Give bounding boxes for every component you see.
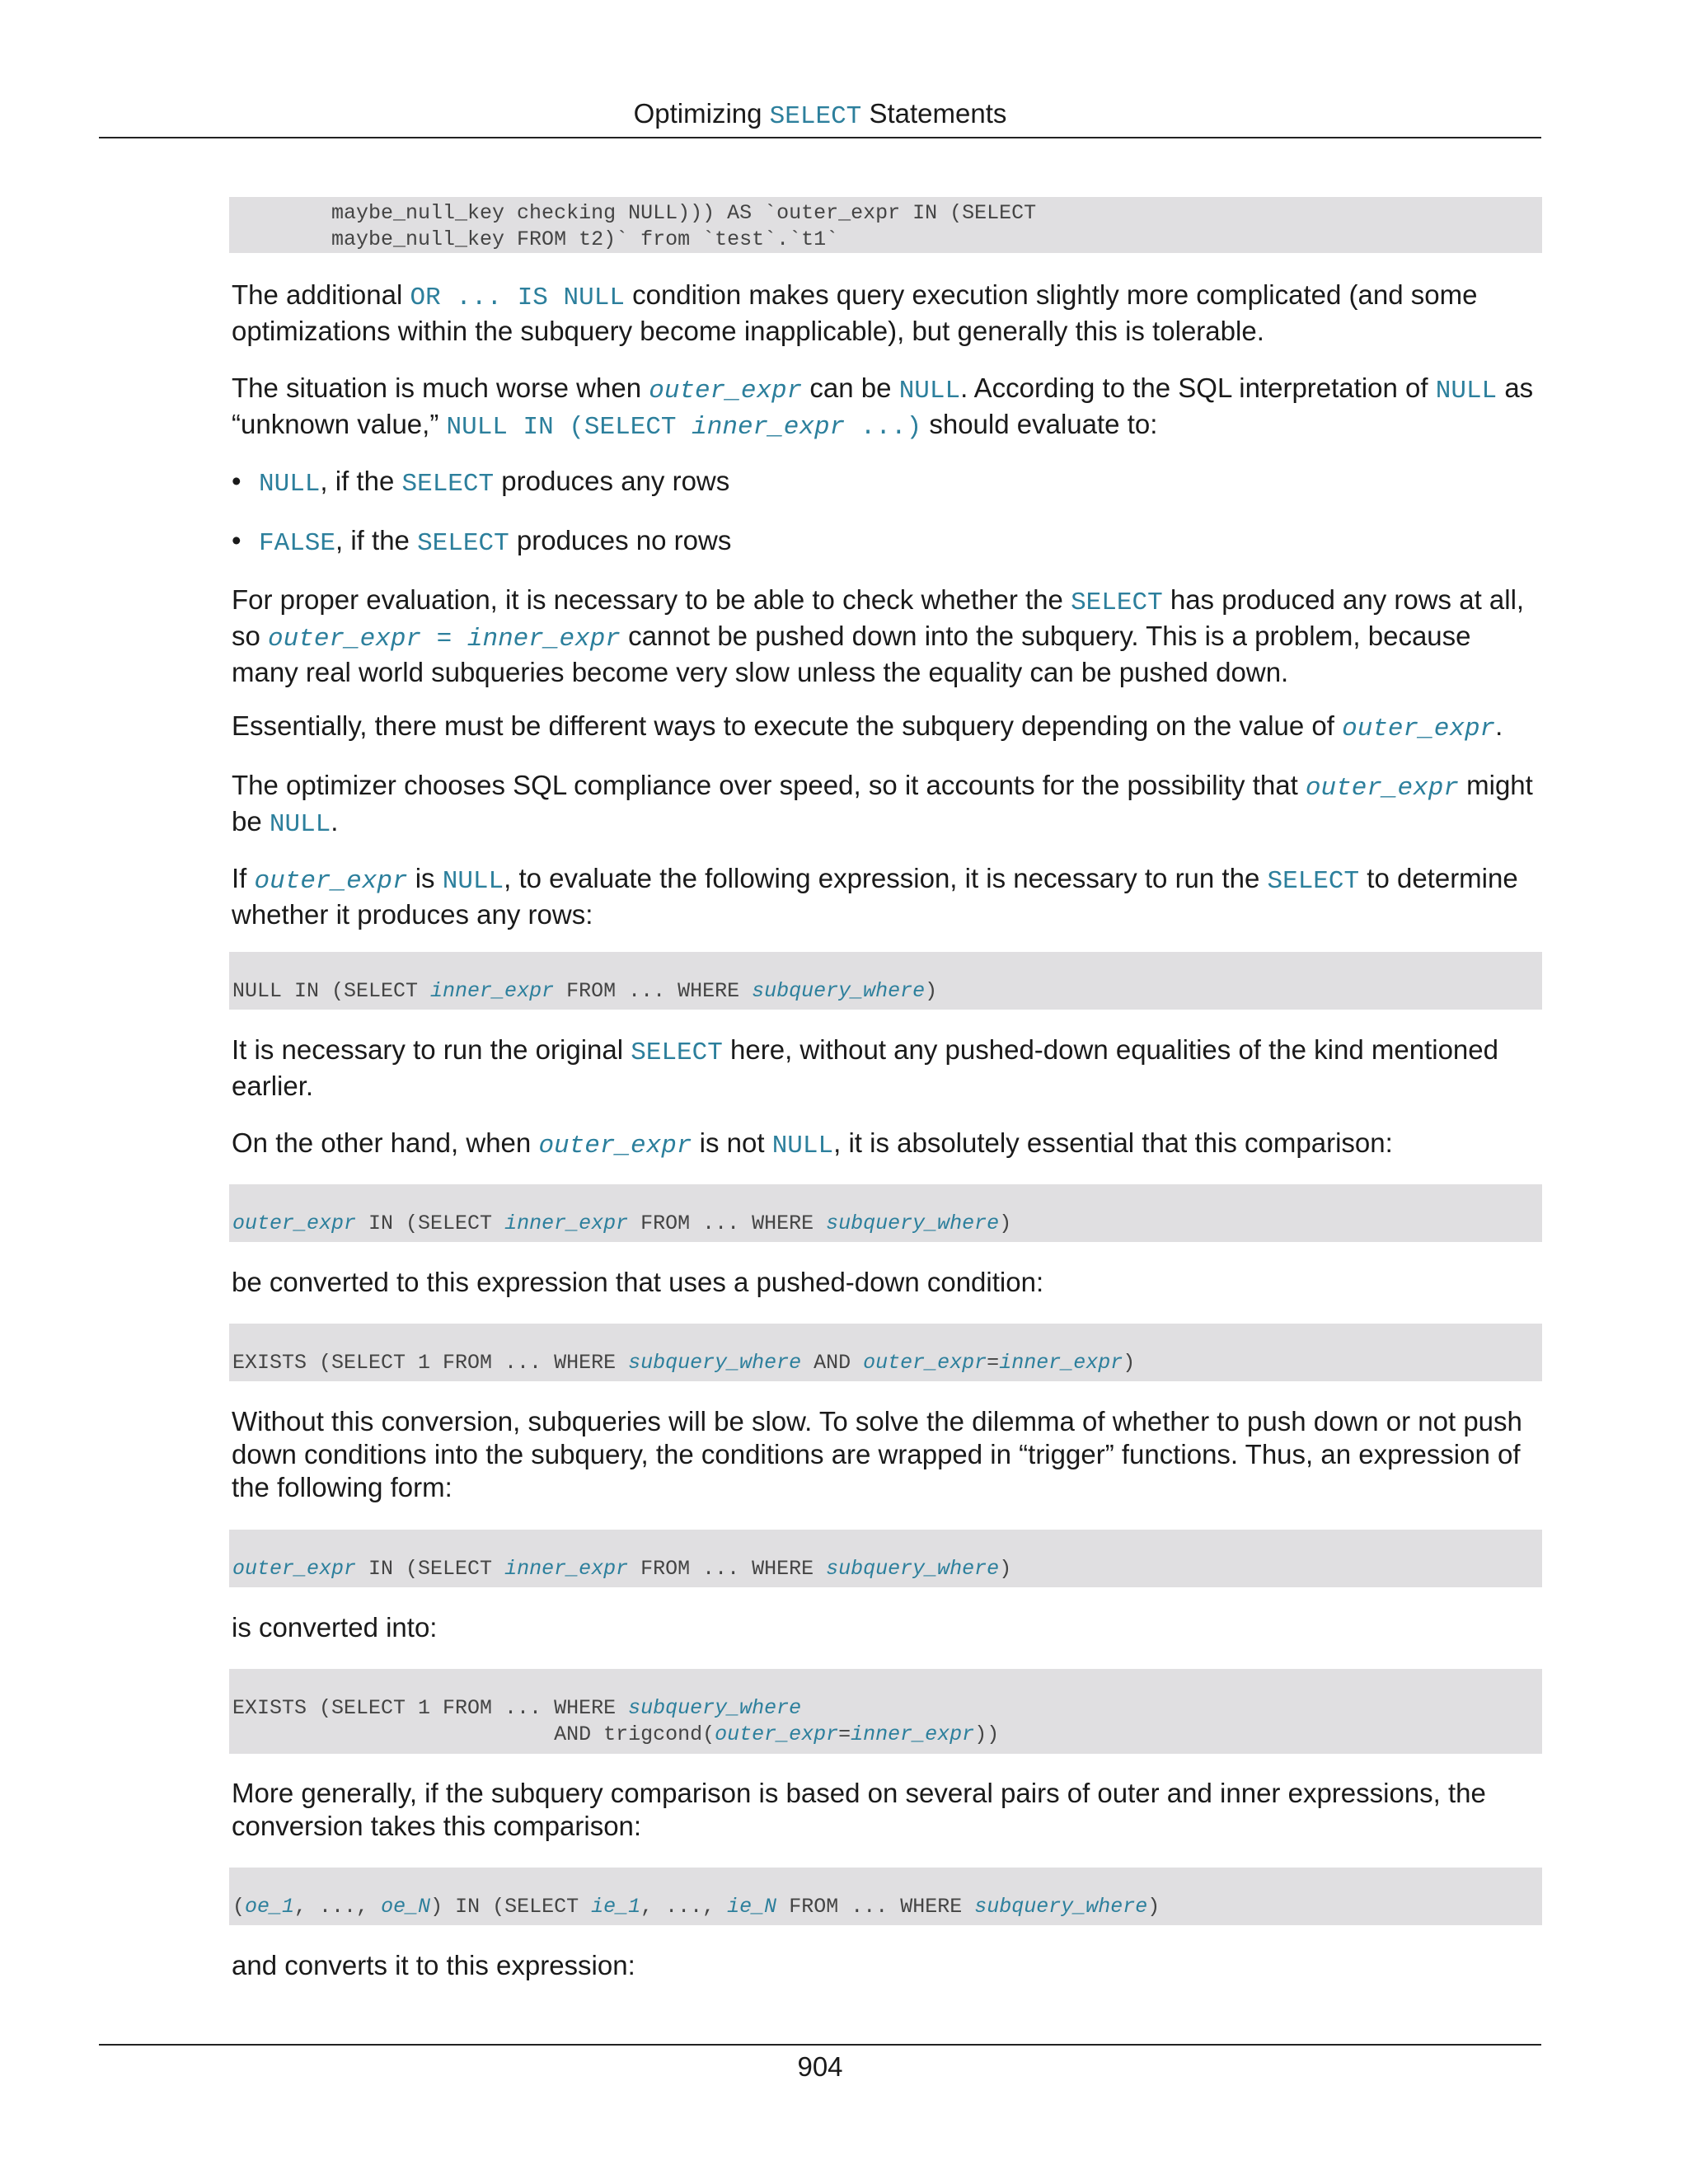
paragraph-be-converted: be converted to this expression that uses a pushed-down condition: <box>232 1267 1044 1297</box>
bullet-item-null: NULL, if the SELECT produces any rows <box>259 466 730 499</box>
paragraph-converts-it: and converts it to this expression: <box>232 1950 635 1980</box>
running-header: Optimizing SELECT Statements <box>633 98 1007 131</box>
header-rule <box>99 137 1541 138</box>
footer-rule <box>99 2044 1541 2046</box>
paragraph-additional-condition: The additional OR ... IS NULL condition makes query execution slightly more complicated (and some optimizations within the subquery become inapplicable), but generally this is tolerable. <box>232 279 1478 346</box>
page-number: 904 <box>797 2051 843 2082</box>
code-block-comparison: outer_expr IN (SELECT inner_expr FROM ... WHERE subquery_where) <box>229 1184 1542 1242</box>
code-block-null-in: NULL IN (SELECT inner_expr FROM ... WHERE subquery_where) <box>229 952 1542 1010</box>
bullet-mark: • <box>232 525 241 555</box>
bullet-item-false: FALSE, if the SELECT produces no rows <box>259 525 732 558</box>
paragraph-without-conversion: Without this conversion, subqueries will be slow. To solve the dilemma of whether to push down or not push down conditions into the subquery, the conditions are wrapped in “trigger” functions. Thus, an expression of the following form: <box>232 1406 1522 1502</box>
paragraph-optimizer-chooses: The optimizer chooses SQL compliance over speed, so it accounts for the possibility that outer_expr might be NULL. <box>232 770 1533 839</box>
paragraph-if-outer-expr-null: If outer_expr is NULL, to evaluate the following expression, it is necessary to run the SELECT to determine whether it produces any rows: <box>232 863 1518 930</box>
paragraph-proper-evaluation: For proper evaluation, it is necessary to be able to check whether the SELECT has produced any rows at all, so outer_expr = inner_expr cannot be pushed down into the subquery. This is a problem, because many real world subqueries become very slow unless the equality can be pushed down. <box>232 584 1525 687</box>
paragraph-more-generally: More generally, if the subquery comparison is based on several pairs of outer and inner expressions, the conversion takes this comparison: <box>232 1778 1486 1841</box>
paragraph-situation-worse: The situation is much worse when outer_expr can be NULL. According to the SQL interpretation of NULL as “unknown value,” NULL IN (SELECT inner_expr ...) should evaluate to: <box>232 373 1534 442</box>
bullet-mark: • <box>232 466 241 496</box>
paragraph-converted-into: is converted into: <box>232 1612 438 1643</box>
code-block-following-form: outer_expr IN (SELECT inner_expr FROM ... WHERE subquery_where) <box>229 1530 1542 1587</box>
paragraph-run-original: It is necessary to run the original SELECT here, without any pushed-down equalities of the kind mentioned earlier. <box>232 1034 1498 1101</box>
code-block-trigcond: EXISTS (SELECT 1 FROM ... WHERE subquery_where AND trigcond(outer_expr=inner_expr)) <box>229 1669 1542 1754</box>
code-block-continuation: maybe_null_key checking NULL))) AS `outer_expr IN (SELECT maybe_null_key FROM t2)` from `test`.`t1` <box>229 197 1542 253</box>
code-block-exists: EXISTS (SELECT 1 FROM ... WHERE subquery_where AND outer_expr=inner_expr) <box>229 1324 1542 1381</box>
paragraph-essentially: Essentially, there must be different ways to execute the subquery depending on the value of outer_expr. <box>232 710 1503 743</box>
paragraph-other-hand: On the other hand, when outer_expr is not NULL, it is absolutely essential that this comparison: <box>232 1127 1393 1160</box>
code-block-multi-pairs: (oe_1, ..., oe_N) IN (SELECT ie_1, ..., ie_N FROM ... WHERE subquery_where) <box>229 1868 1542 1925</box>
